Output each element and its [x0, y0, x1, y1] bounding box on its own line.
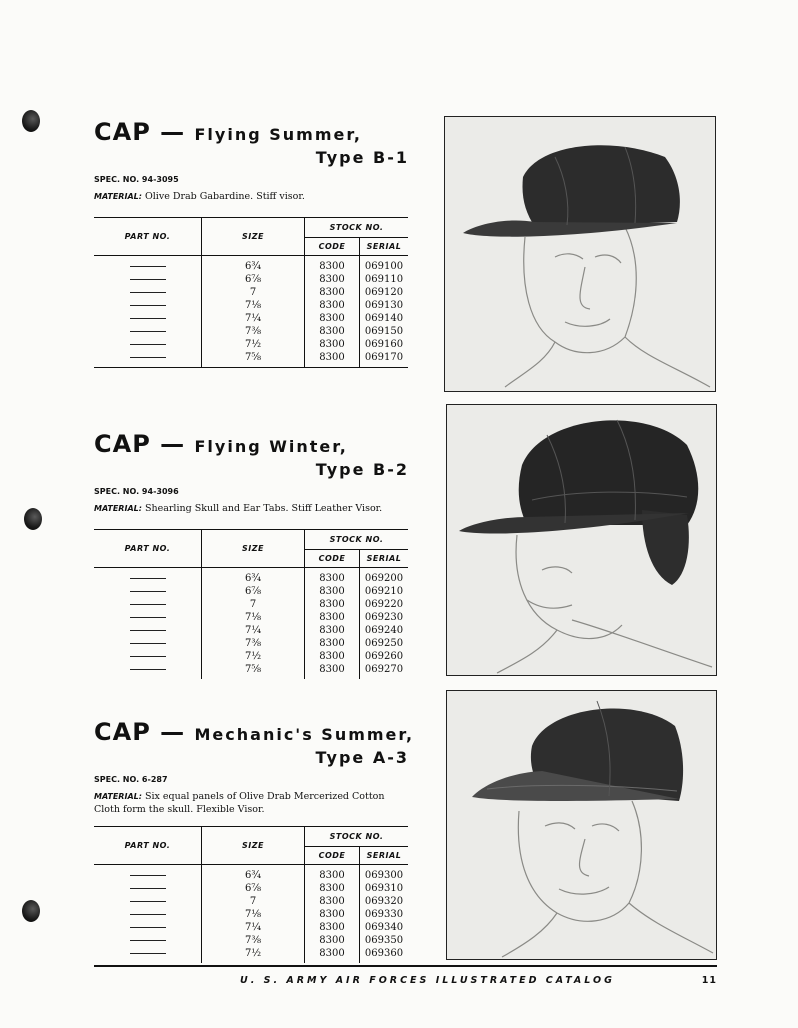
table-row: 7½ 8300 069360	[94, 947, 408, 963]
page-number: 11	[701, 975, 717, 986]
catalog-title: U. S. ARMY AIR FORCES ILLUSTRATED CATALOG	[240, 975, 615, 986]
spec-number: SPEC. NO. 6-287	[94, 775, 168, 784]
material-description: MATERIAL: Shearling Skull and Ear Tabs. Stiff Leather Visor.	[94, 503, 383, 514]
header-serial: SERIAL	[360, 238, 409, 256]
header-size: SIZE	[202, 827, 305, 865]
table-row: 7⅛ 8300 069330	[94, 908, 408, 921]
header-stock-no: STOCK NO.	[305, 530, 409, 550]
table-row: 7¼ 8300 069240	[94, 624, 408, 637]
table-row: 6⅞ 8300 069110	[94, 273, 408, 286]
table-row: 7¼ 8300 069340	[94, 921, 408, 934]
header-part-no: PART NO.	[94, 827, 202, 865]
header-part-no: PART NO.	[94, 530, 202, 568]
section-cap-b1	[94, 118, 409, 368]
section-type: Type B-2	[315, 460, 409, 479]
table-row: 7 8300 069120	[94, 286, 408, 299]
spec-number: SPEC. NO. 94-3096	[94, 487, 179, 496]
table-row: 6⅞ 8300 069310	[94, 882, 408, 895]
table-row: 7 8300 069320	[94, 895, 408, 908]
header-stock-no: STOCK NO.	[305, 827, 409, 847]
stock-table	[94, 826, 408, 963]
section-type: Type B-1	[315, 148, 409, 167]
illustration-cap-a3	[446, 690, 717, 960]
header-part-no: PART NO.	[94, 218, 202, 256]
header-code: CODE	[305, 550, 360, 568]
section-title: CAP — Mechanic's Summer,	[94, 718, 415, 746]
binding-hole	[24, 508, 42, 530]
header-serial: SERIAL	[360, 847, 409, 865]
header-code: CODE	[305, 238, 360, 256]
section-cap-a3	[94, 718, 415, 963]
header-serial: SERIAL	[360, 550, 409, 568]
footer-rule	[94, 965, 717, 967]
illustration-cap-b2	[446, 404, 717, 676]
header-size: SIZE	[202, 218, 305, 256]
table-row: 7⅜ 8300 069250	[94, 637, 408, 650]
section-type: Type A-3	[315, 748, 409, 767]
header-code: CODE	[305, 847, 360, 865]
section-title: CAP — Flying Summer,	[94, 118, 362, 146]
material-description: MATERIAL: Six equal panels of Olive Drab Mercerized Cotton Cloth form the skull. Flexible Visor.	[94, 791, 385, 815]
section-title: CAP — Flying Winter,	[94, 430, 348, 458]
table-row: 6¾ 8300 069300	[94, 865, 408, 883]
spec-number: SPEC. NO. 94-3095	[94, 175, 179, 184]
stock-table	[94, 529, 408, 679]
table-row: 7⅛ 8300 069230	[94, 611, 408, 624]
binding-hole	[22, 900, 40, 922]
stock-table	[94, 217, 408, 368]
header-size: SIZE	[202, 530, 305, 568]
material-description: MATERIAL: Olive Drab Gabardine. Stiff visor.	[94, 191, 305, 202]
table-row: 7⅝ 8300 069170	[94, 351, 408, 368]
binding-hole	[22, 110, 40, 132]
table-row: 7⅛ 8300 069130	[94, 299, 408, 312]
table-row: 6¾ 8300 069100	[94, 256, 408, 274]
table-row: 7⅜ 8300 069150	[94, 325, 408, 338]
table-row: 6¾ 8300 069200	[94, 568, 408, 586]
table-row: 7⅝ 8300 069270	[94, 663, 408, 679]
table-row: 7⅜ 8300 069350	[94, 934, 408, 947]
illustration-cap-b1	[444, 116, 716, 392]
table-row: 6⅞ 8300 069210	[94, 585, 408, 598]
table-row: 7½ 8300 069160	[94, 338, 408, 351]
table-row: 7¼ 8300 069140	[94, 312, 408, 325]
table-row: 7 8300 069220	[94, 598, 408, 611]
section-cap-b2	[94, 430, 409, 679]
table-row: 7½ 8300 069260	[94, 650, 408, 663]
header-stock-no: STOCK NO.	[305, 218, 409, 238]
